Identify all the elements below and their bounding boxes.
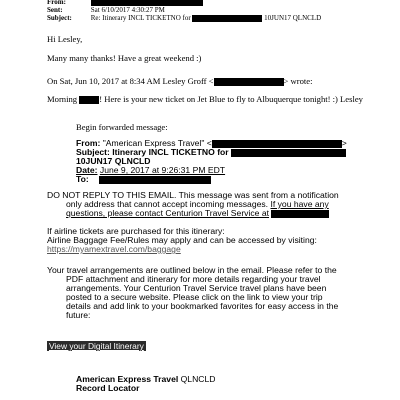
redaction-bar bbox=[214, 78, 284, 86]
notice-line-3-text: questions, please contact Centurion Travel Service at bbox=[66, 208, 270, 218]
arrangements-line-2: PDF attachment and itinerary for more details regarding your travel bbox=[66, 274, 321, 284]
header-subject bbox=[47, 14, 321, 22]
fwd-to bbox=[76, 174, 211, 184]
baggage-link[interactable] bbox=[47, 244, 181, 254]
redaction-bar bbox=[231, 149, 346, 157]
record-locator-label bbox=[76, 383, 140, 393]
notice-line-2-underlined: If you have any bbox=[270, 199, 329, 209]
sent-label: Sent: bbox=[47, 6, 63, 14]
redaction-bar bbox=[99, 176, 211, 184]
subject-label: Subject: bbox=[47, 14, 72, 22]
redaction-bar bbox=[79, 96, 99, 104]
greeting: Hi Lesley, bbox=[47, 34, 83, 44]
morning-pre: Morning bbox=[47, 94, 78, 104]
baggage-link-text[interactable]: https://myamextravel.com/baggage bbox=[47, 244, 181, 254]
quote-intro-pre: On Sat, Jun 10, 2017 at 8:34 AM Lesley Groff < bbox=[47, 76, 214, 86]
fwd-from-suffix: > bbox=[341, 138, 347, 148]
notice-line-2-pre: only address that cannot accept incoming messages. bbox=[66, 199, 271, 209]
arrangements-line-3: arrangements. Your Centurion Travel Service travel plans have been bbox=[66, 283, 327, 293]
arrangements-line-6: future: bbox=[66, 310, 91, 320]
notice-line-3 bbox=[66, 208, 329, 218]
arrangements-line-5: details and add link to your bookmarked favorites for easy access in the bbox=[66, 301, 339, 311]
quoted-morning-line bbox=[47, 94, 363, 104]
baggage-line-1: If airline tickets are purchased for this itinerary: bbox=[47, 226, 225, 236]
arrangements-line-1: Your travel arrangements are outlined below in the email. Please refer to the bbox=[47, 265, 337, 275]
fwd-date-label: Date: bbox=[76, 165, 98, 175]
quote-intro-post: > wrote: bbox=[283, 76, 313, 86]
subject-value: Re: Itinerary INCL TICKETNO for bbox=[90, 14, 191, 22]
subject-suffix: 10JUN17 QLNCLD bbox=[264, 14, 322, 22]
fwd-to-label: To: bbox=[76, 174, 89, 184]
fwd-date-value: June 9, 2017 at 9:26:31 PM EDT bbox=[99, 165, 226, 175]
fwd-subject-label: Subject: bbox=[76, 147, 110, 157]
header-sent bbox=[47, 6, 165, 14]
fwd-from-value: "American Express Travel" < bbox=[102, 138, 212, 148]
redaction-bar bbox=[192, 15, 262, 22]
digital-itinerary-link[interactable] bbox=[47, 336, 146, 354]
record-locator-label-text: Record Locator bbox=[76, 383, 140, 393]
fwd-subject-value: Itinerary INCL TICKETNO for bbox=[112, 147, 229, 157]
morning-post: ! Here is your new ticket on Jet Blue to fly to Albuquerque tonight! :) Lesley bbox=[99, 94, 363, 104]
begin-forwarded: Begin forwarded message: bbox=[76, 122, 168, 132]
record-locator-code: QLNCLD bbox=[180, 374, 216, 384]
fwd-subject-line2-text: 10JUN17 QLNCLD bbox=[76, 156, 151, 166]
redaction-bar bbox=[271, 210, 329, 218]
redaction-bar bbox=[91, 0, 203, 6]
sent-value: Sat 6/10/2017 4:30:27 PM bbox=[90, 6, 165, 14]
baggage-line-2: Airline Baggage Fee/Rules may apply and can be accessed by visiting: bbox=[47, 235, 317, 245]
digital-itinerary-link-text[interactable]: View your Digital Itinerary bbox=[49, 341, 144, 351]
fwd-from-label: From: bbox=[76, 138, 101, 148]
notice-line-1: DO NOT REPLY TO THIS EMAIL. This message was sent from a notification bbox=[47, 190, 339, 200]
from-label: From: bbox=[47, 0, 66, 6]
arrangements-line-4: posted to a secure website. Please click on the link to view your trip bbox=[66, 292, 323, 302]
thanks-line: Many many thanks! Have a great weekend :) bbox=[47, 53, 202, 63]
record-company-name: American Express Travel bbox=[76, 374, 179, 384]
quote-intro bbox=[47, 76, 312, 86]
